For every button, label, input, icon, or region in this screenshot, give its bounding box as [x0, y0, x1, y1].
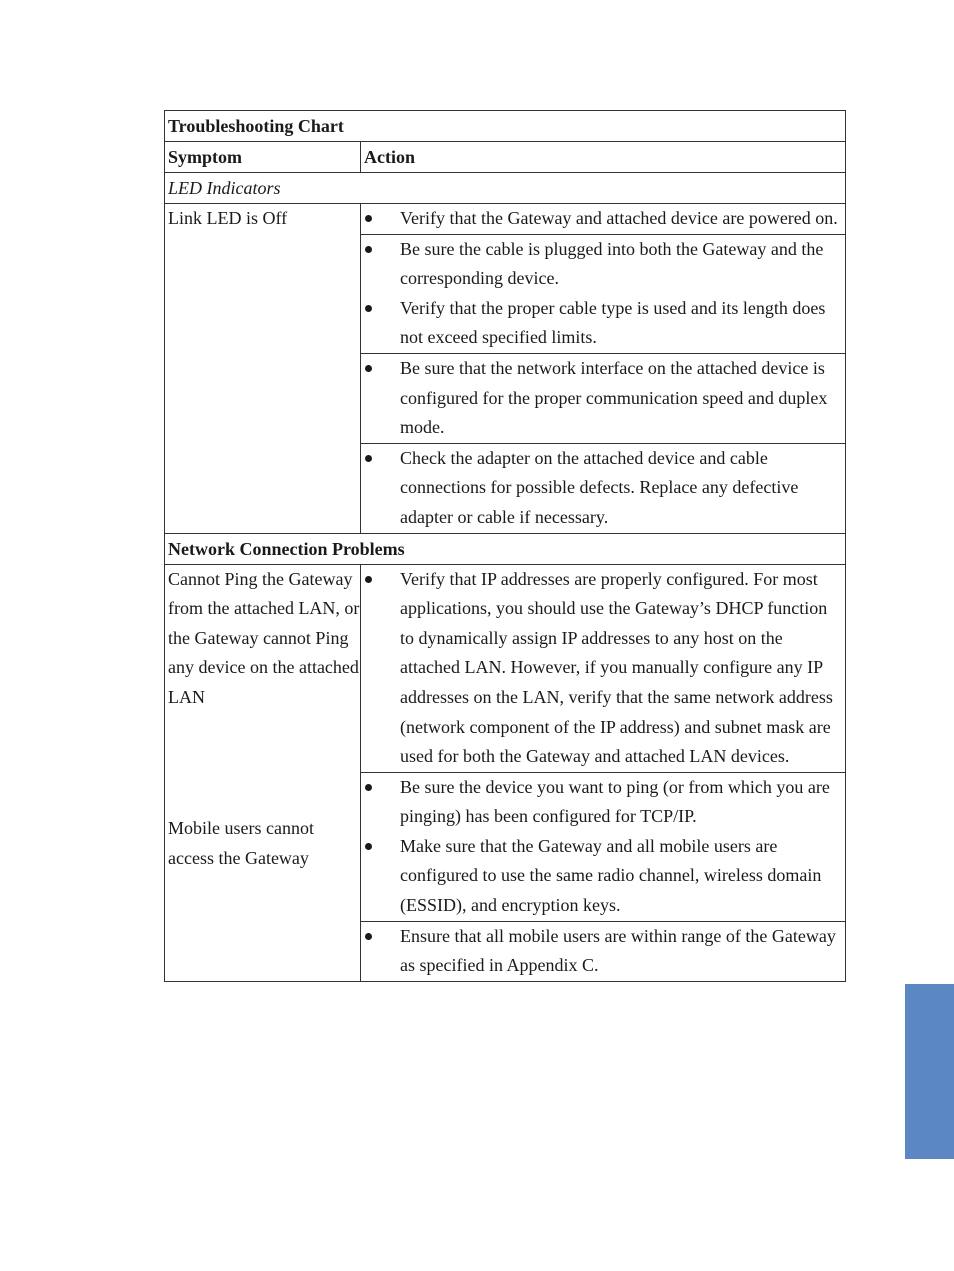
action-item [361, 204, 845, 234]
action-item [361, 353, 845, 443]
bullet-icon [365, 246, 372, 253]
action-item [361, 294, 845, 353]
action-item [361, 772, 845, 832]
troubleshooting-chart [164, 110, 846, 982]
bullet-icon [365, 455, 372, 462]
symptom-text: Mobile users cannot access the Gateway [168, 818, 314, 868]
section-heading-row [165, 533, 845, 564]
bullet-icon [365, 576, 372, 583]
action-cell [361, 565, 845, 981]
section-heading-led: LED Indicators [168, 178, 281, 198]
action-text: Be sure the device you want to ping (or from which you are pinging) has been configured for TCP/IP. [400, 776, 830, 827]
table-row [165, 203, 845, 533]
action-item [361, 234, 845, 294]
action-text: Make sure that the Gateway and all mobile users are configured to use the same radio channel, wireless domain (ESSID), and encryption keys. [400, 835, 822, 916]
section-heading-network: Network Connection Problems [168, 538, 405, 559]
chart-title: Troubleshooting Chart [168, 116, 344, 136]
symptom-text: Link LED is Off [168, 208, 288, 228]
action-item [361, 565, 845, 772]
bullet-icon [365, 215, 372, 222]
bullet-icon [365, 365, 372, 372]
bullet-icon [365, 784, 372, 791]
symptom-cell [165, 204, 361, 533]
bullet-icon [365, 843, 372, 850]
action-item [361, 443, 845, 533]
bullet-icon [365, 933, 372, 940]
symptom-header: Symptom [165, 142, 361, 172]
action-text: Verify that the proper cable type is used and its length does not exceed specified limits. [400, 297, 826, 348]
action-text: Check the adapter on the attached device and cable connections for possible defects. Replace any defective adapter or cable if necessary. [400, 447, 799, 527]
section-tab [905, 984, 954, 1159]
section-heading-row [165, 172, 845, 203]
action-item [361, 921, 845, 981]
symptom-cell [165, 565, 361, 981]
bullet-icon [365, 305, 372, 312]
symptom-text: Cannot Ping the Gateway from the attached LAN, or the Gateway cannot Ping any device on the attached LAN [168, 568, 360, 707]
action-text: Be sure that the network interface on the attached device is configured for the proper communication speed and duplex mode. [400, 357, 828, 438]
column-header-row [165, 141, 845, 172]
action-text: Verify that the Gateway and attached device are powered on. [400, 208, 838, 228]
chart-title-row [165, 111, 845, 141]
table-row [165, 564, 845, 981]
action-cell [361, 204, 845, 533]
action-text: Ensure that all mobile users are within range of the Gateway as specified in Appendix C. [400, 925, 836, 976]
action-text: Be sure the cable is plugged into both the Gateway and the corresponding device. [400, 238, 824, 289]
action-text: Verify that IP addresses are properly configured. For most applications, you should use the Gateway’s DHCP function to dynamically assign IP addresses to any host on the attached LAN. However, if you manually configure any IP addresses on the LAN, verify that the same network address (network component of the IP address) and subnet mask are used for both the Gateway and attached LAN devices. [400, 568, 833, 767]
action-item [361, 832, 845, 921]
action-header: Action [364, 147, 415, 167]
